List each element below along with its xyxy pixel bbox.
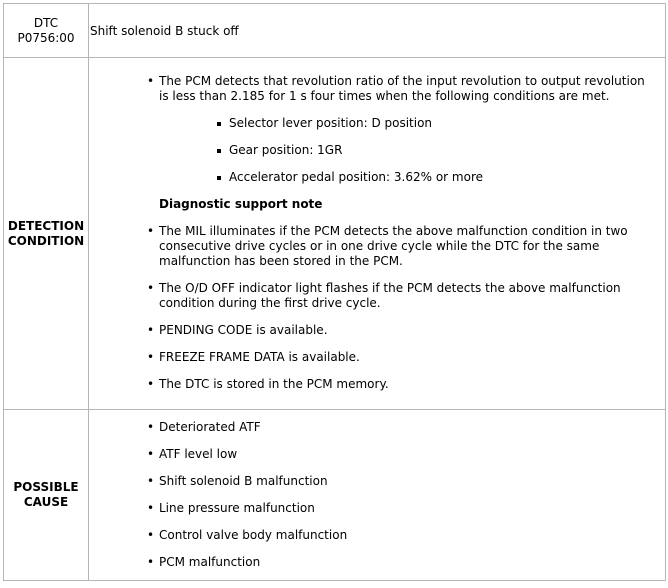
list-item: • PCM malfunction — [147, 555, 261, 569]
diagnostic-notes-list — [89, 224, 665, 392]
dtc-title: Shift solenoid B stuck off — [90, 23, 239, 38]
bullet-icon: • — [147, 447, 155, 461]
dtc-code: P0756:00 — [17, 30, 75, 45]
cause-label-cell — [4, 410, 89, 581]
bullet-icon: • — [147, 280, 155, 295]
bullet-icon: • — [147, 322, 155, 337]
list-item: • PENDING CODE is available. — [147, 322, 328, 337]
square-bullet-icon — [217, 149, 221, 153]
bullet-icon: • — [147, 501, 155, 515]
diagnostic-support-note-heading: Diagnostic support note — [159, 196, 323, 211]
list-item: Selector lever position: D position — [229, 116, 645, 131]
square-bullet-icon — [217, 176, 221, 180]
list-item: • Line pressure malfunction — [147, 501, 315, 515]
list-item: • Shift solenoid B malfunction — [147, 474, 328, 488]
dtc-label-cell — [4, 4, 89, 58]
list-item: • FREEZE FRAME DATA is available. — [147, 349, 360, 364]
detection-main-list — [89, 74, 665, 185]
list-item: • The DTC is stored in the PCM memory. — [147, 376, 389, 391]
bullet-icon: • — [147, 73, 155, 88]
dtc-row — [4, 4, 666, 58]
bullet-icon: • — [147, 555, 155, 569]
possible-cause-row — [4, 410, 666, 581]
list-item: • The O/D OFF indicator light flashes if the PCM detects the above malfunction condition during the first drive cycle. — [147, 280, 621, 310]
cause-label-line1: POSSIBLE — [13, 480, 79, 494]
list-item: Accelerator pedal position: 3.62% or more — [229, 170, 645, 185]
detection-label-line1: DETECTION — [7, 218, 85, 233]
list-item: Gear position: 1GR — [229, 143, 645, 158]
list-item-text: The PCM detects that revolution ratio of the input revolution to output revolution is less than 2.185 for 1 s four times when the following conditions are met. — [159, 73, 645, 103]
detection-main-condition — [147, 73, 645, 185]
bullet-icon: • — [147, 420, 155, 434]
sub-condition-list — [159, 116, 645, 185]
list-item: • Control valve body malfunction — [147, 528, 348, 542]
dtc-table — [3, 3, 666, 581]
bullet-icon: • — [147, 349, 155, 364]
list-item: • The MIL illuminates if the PCM detects the above malfunction condition in two consecutive drive cycles or in one drive cycle while the DTC for the same malfunction has been stored in the PCM. — [147, 223, 628, 268]
detection-label-cell — [4, 58, 89, 410]
detection-label-line2: CONDITION — [7, 233, 85, 248]
bullet-icon: • — [147, 223, 155, 238]
bullet-icon: • — [147, 528, 155, 542]
dtc-label: DTC — [33, 15, 59, 30]
dtc-title-cell — [89, 4, 666, 58]
cause-label-line2: CAUSE — [23, 495, 69, 509]
detection-content-cell — [89, 58, 666, 410]
detection-condition-row — [4, 58, 666, 410]
list-item: • Deteriorated ATF — [147, 420, 261, 434]
cause-content-cell — [89, 410, 666, 581]
bullet-icon: • — [147, 376, 155, 391]
possible-cause-list — [89, 420, 665, 570]
square-bullet-icon — [217, 122, 221, 126]
list-item: • ATF level low — [147, 447, 238, 461]
bullet-icon: • — [147, 474, 155, 488]
